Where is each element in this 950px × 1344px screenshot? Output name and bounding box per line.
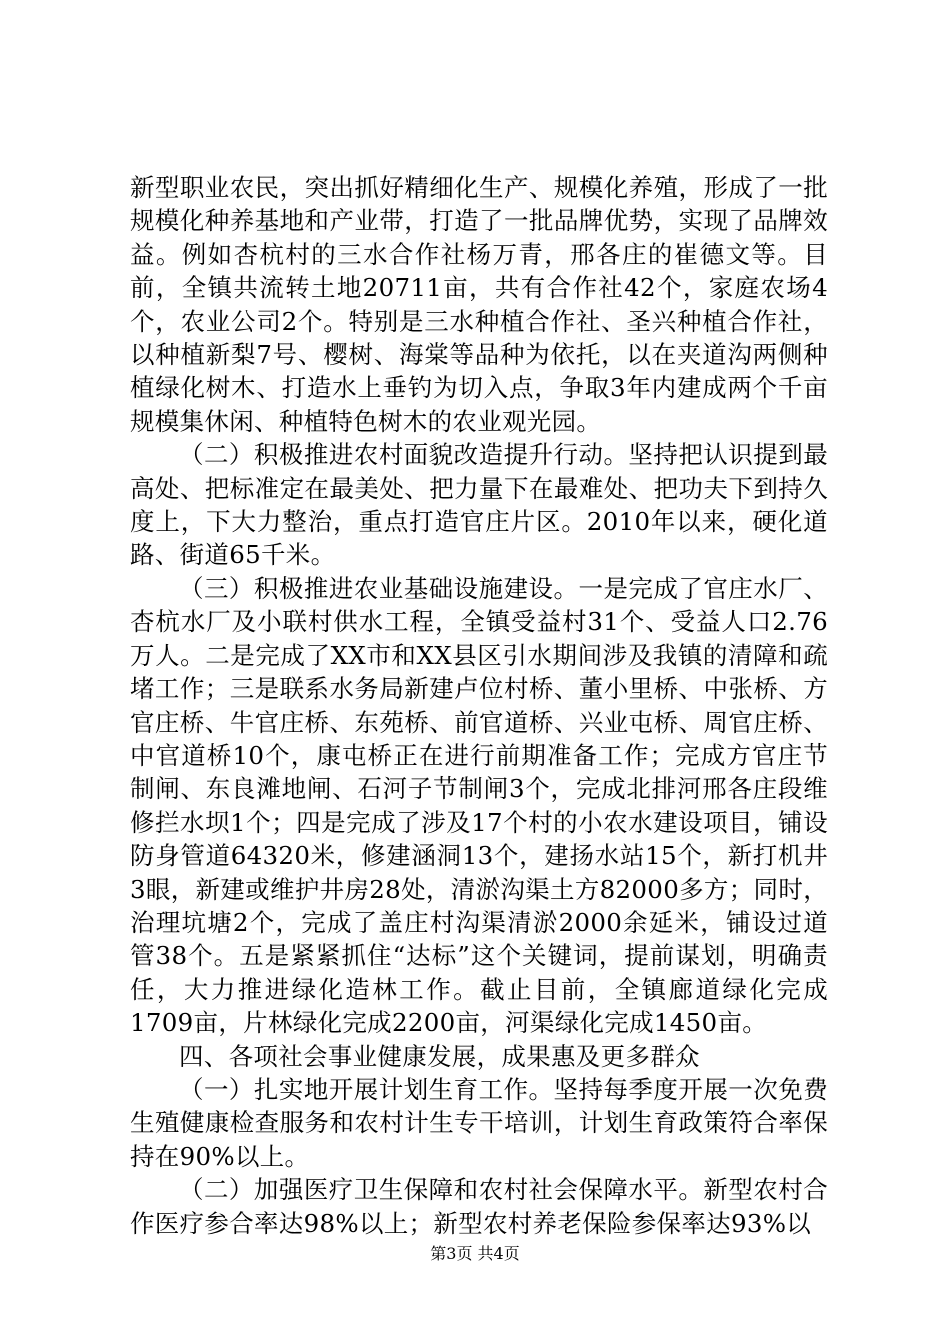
section-heading-social-affairs: 四、各项社会事业健康发展，成果惠及更多群众 [179, 1041, 700, 1071]
paragraph-medical-security: （二）加强医疗卫生保障和农村社会保障水平。新型农村合作医疗参合率达98%以上；新型农村养老保险参保率达93%以 [130, 1175, 828, 1238]
page-footer: 第3页 共4页 [430, 1244, 520, 1263]
paragraph-infrastructure: （三）积极推进农业基础设施建设。一是完成了官庄水厂、杏杭水厂及小联村供水工程，全镇受益村31个、受益人口2.76万人。二是完成了XX市和XX县区引水期间涉及我镇的清障和疏堵工作；三是联系水务局新建卢位村桥、董小里桥、中张桥、方官庄桥、牛官庄桥、东苑桥、前官道桥、兴业屯桥、周官庄桥、中官道桥10个，康屯桥正在进行前期准备工作；完成方官庄节制闸、东良滩地闸、石河子节制闸3个，完成北排河邢各庄段维修拦水坝1个；四是完成了涉及17个村的小农水建设项目，铺设防身管道64320米，修建涵洞13个，建扬水站15个，新打机井3眼，新建或维护井房28处，清淤沟渠土方82000多方；同时，治理坑塘2个，完成了盖庄村沟渠清淤2000余延米，铺设过道管38个。五是紧紧抓住“达标”这个关键词，提前谋划，明确责任，大力推进绿化造林工作。截止目前，全镇廊道绿化完成1709亩，片林绿化完成2200亩，河渠绿化完成1450亩。 [130, 573, 828, 1038]
paragraph-rural-renovation: （二）积极推进农村面貌改造提升行动。坚持把认识提到最高处、把标准定在最美处、把力量下在最难处、把功夫下到持久度上，下大力整治，重点打造官庄片区。2010年以来，硬化道路、街道65千米。 [130, 440, 828, 570]
document-body [130, 171, 828, 1240]
paragraph-family-planning: （一）扎实地开展计划生育工作。坚持每季度开展一次免费生殖健康检查服务和农村计生专干培训，计划生育政策符合率保持在90%以上。 [130, 1074, 828, 1171]
paragraph-continuation: 新型职业农民，突出抓好精细化生产、规模化养殖，形成了一批规模化种养基地和产业带，打造了一批品牌优势，实现了品牌效益。例如杏杭村的三水合作社杨万青，邢各庄的崔德文等。目前，全镇共流转土地20711亩，共有合作社42个，家庭农场4个，农业公司2个。特别是三水种植合作社、圣兴种植合作社，以种植新梨7号、樱树、海棠等品种为依托，以在夹道沟两侧种植绿化树木、打造水上垂钓为切入点，争取3年内建成两个千亩规模集休闲、种植特色树木的农业观光园。 [130, 173, 828, 436]
